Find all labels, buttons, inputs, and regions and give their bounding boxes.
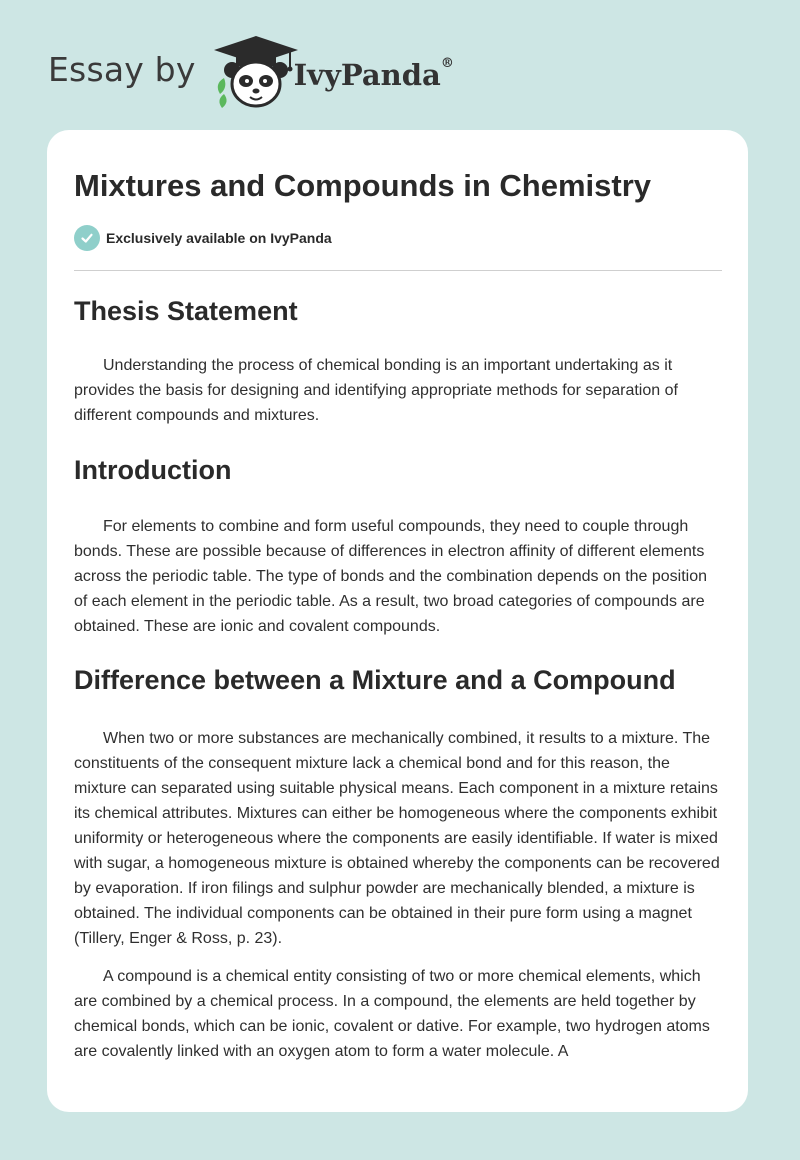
section-difference <box>74 660 722 1064</box>
brand-header <box>48 34 454 110</box>
section-introduction <box>74 450 722 639</box>
section-heading: Thesis Statement <box>74 296 298 326</box>
paragraph: When two or more substances are mechanically combined, it results to a mixture. The constituents of the consequent mixture lack a chemical bond and for this reason, the mixture can separated using suitable physical means. Each component in a mixture retains its chemical attributes. Mixtures can either be homogeneous where the components exhibit uniformity or heterogeneous where the components are easily identifiable. If water is mixed with sugar, a homogeneous mixture is obtained whereby the components can be recovered by evaporation. If iron filings and sulphur powder are mechanically blended, a mixture is obtained. The individual components can be obtained in their pure form using a magnet (Tillery, Enger & Ross, p. 23). <box>74 730 720 947</box>
section-heading: Difference between a Mixture and a Compound <box>74 665 676 695</box>
paragraph: A compound is a chemical entity consisting of two or more chemical elements, which are combined by a chemical process. In a compound, the elements are held together by chemical bonds, which can be ionic, covalent or dative. For example, two hydrogen atoms are covalently linked with an oxygen atom to form a water molecule. A <box>74 968 710 1060</box>
brand-name[interactable]: IvyPanda® <box>293 56 454 92</box>
paragraph: Understanding the process of chemical bonding is an important undertaking as it provides the basis for designing and identifying appropriate methods for separation of different compounds and mixtures. <box>74 357 678 424</box>
page-title: Mixtures and Compounds in Chemistry <box>74 168 652 203</box>
check-circle-icon <box>74 225 100 251</box>
section-thesis <box>74 291 722 428</box>
ivypanda-logo-icon[interactable] <box>210 34 302 110</box>
brand-prefix: Essay by <box>48 49 196 89</box>
title-divider <box>74 270 722 271</box>
essay-card <box>47 130 748 1112</box>
exclusive-badge-text: Exclusively available on IvyPanda <box>106 230 332 246</box>
paragraph: For elements to combine and form useful compounds, they need to couple through bonds. These are possible because of differences in electron affinity of different elements across the periodic table. The type of bonds and the combination depends on the position of each element in the periodic table. As a result, two broad categories of compounds are obtained. These are ionic and covalent compounds. <box>74 518 708 635</box>
exclusive-badge <box>74 224 722 252</box>
section-heading: Introduction <box>74 455 232 485</box>
